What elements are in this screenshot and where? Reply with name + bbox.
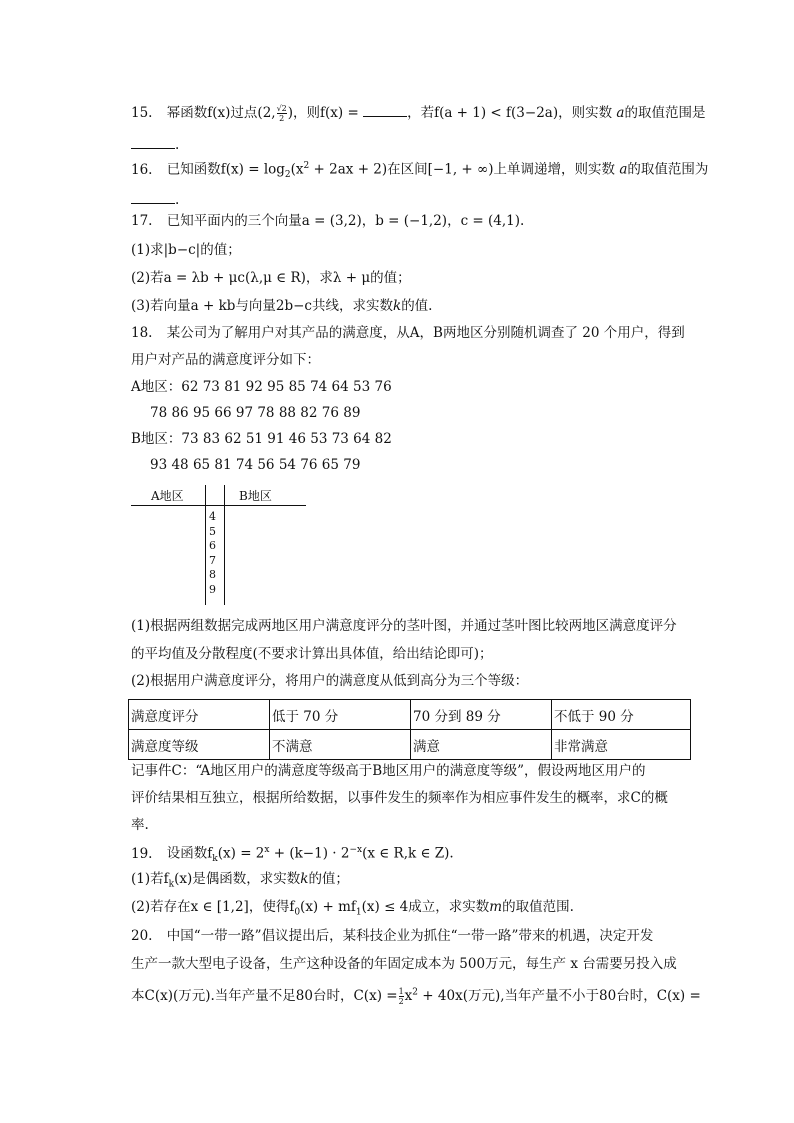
q15-var: a [616, 105, 625, 121]
q15-text-b: )，则f(x) = [287, 105, 359, 121]
q18-part2-line2: 记事件C：“A地区用户的满意度等级高于B地区用户的满意度等级”，假设两地区用户的 [131, 763, 646, 779]
q19-stem-a: 设函数f [166, 845, 213, 862]
q17-part3-b: 的值. [401, 298, 433, 314]
table-cell: 满意 [411, 730, 552, 760]
q18-a-row1 [131, 381, 392, 395]
q19-p1-a: (1)若f [131, 871, 169, 887]
table-cell: 满意度等级 [129, 730, 270, 760]
q16-text-d: 的取值范围为 [627, 161, 709, 178]
q19-part2 [131, 901, 574, 918]
q17-part3-a: (3)若向量a + kb与向量2b−c共线，求实数 [131, 298, 393, 314]
q15-frac-den: 2 [279, 114, 285, 123]
q15-text-d: 的取值范围是 [624, 105, 706, 121]
q20-frac-num: 1 [398, 987, 404, 996]
q17-part3 [131, 300, 432, 314]
stem-leaf-right-rule [224, 485, 225, 605]
q17-part1: (1)求|b−c|的值； [131, 242, 241, 258]
q16-line [131, 162, 708, 180]
q19-p1-sub: k [168, 879, 175, 890]
table-row [129, 700, 691, 730]
q16-var: a [619, 161, 628, 178]
q18-stem-2: 用户对产品的满意度评分如下： [131, 352, 320, 368]
q19-p1-var: k [300, 871, 309, 887]
q18-a-data-1: 62 73 81 92 95 85 74 64 53 76 [181, 379, 392, 395]
q16-line-2 [131, 191, 179, 208]
q19-stem-c: + (k−1) · 2 [269, 845, 350, 862]
q19-stem-sup2: −x [349, 845, 363, 855]
q20-line3-c: + 40x(万元),当年产量不小于80台时，C(x) = [418, 988, 701, 1004]
q19-stem [131, 846, 454, 864]
stem-value: 8 [209, 568, 216, 581]
q15-number: 15. [131, 105, 153, 121]
q16-end: . [175, 192, 180, 208]
q18-part2-line3: 评价结果相互独立，根据所给数据，以事件发生的频率作为相应事件发生的概率，求C的概 [131, 790, 668, 806]
q15-answer-blank-1 [363, 104, 407, 117]
q16-log-base: 2 [284, 170, 291, 181]
q18-stem-1 [131, 327, 685, 341]
q19-stem-d: (x ∈ R,k ∈ Z). [362, 845, 454, 862]
table-cell: 低于 70 分 [270, 700, 411, 730]
q17-stem [131, 215, 524, 229]
q19-stem-sup1: x [264, 845, 270, 855]
q19-p2-a: (2)若存在x ∈ [1,2]，使得f [131, 899, 295, 915]
stem-leaf-header-a: A地区 [151, 489, 184, 503]
q19-number: 19. [131, 845, 153, 862]
q20-fraction [399, 987, 404, 1006]
table-row [129, 730, 691, 760]
q20-line1-text: 中国“一带一路”倡议提出后，某科技企业为抓住“一带一路”带来的机遇，决定开发 [166, 928, 654, 944]
q18-part1-line1: (1)根据两组数据完成两地区用户满意度评分的茎叶图，并通过茎叶图比较两地区满意度评分 [131, 618, 677, 634]
stem-leaf-diagram [131, 485, 306, 605]
q19-stem-b: (x) = 2 [217, 845, 265, 862]
q15-text-c: ，若f(a + 1) < f(3−2a)，则实数 [407, 105, 613, 121]
q19-p2-b: (x) + mf [300, 899, 356, 915]
q17-stem-text: 已知平面内的三个向量a = (3,2)，b = (−1,2)，c = (4,1). [166, 213, 525, 229]
q19-p1-b: (x)是偶函数，求实数 [174, 871, 301, 887]
q15-text-a: 幂函数f(x)过点(2, [166, 105, 276, 121]
q19-p2-var: m [489, 899, 503, 915]
q15-answer-blank-2 [131, 136, 175, 149]
q15-frac-num: √2 [276, 104, 287, 113]
q15-end: . [175, 137, 180, 153]
q19-p2-d: 的取值范围. [502, 899, 574, 915]
q20-number: 20. [131, 928, 153, 944]
q15-line [131, 104, 705, 123]
stem-value: 9 [209, 582, 216, 596]
table-cell: 非常满意 [552, 730, 691, 760]
q17-part2: (2)若a = λb + μc(λ,μ ∈ R)，求λ + μ的值； [131, 270, 411, 286]
table-cell: 70 分到 89 分 [411, 700, 552, 730]
q15-line-2 [131, 136, 179, 153]
q20-line3-sup: 2 [412, 987, 419, 998]
q20-frac-den: 2 [398, 997, 404, 1006]
q19-part1 [131, 873, 349, 890]
q20-line1 [131, 930, 653, 944]
q16-text-a: 已知函数f(x) = log [166, 161, 285, 178]
q18-a-label: A地区： [131, 379, 182, 395]
q18-b-label: B地区： [131, 431, 182, 447]
q16-text-b: (x [290, 161, 304, 178]
table-cell: 不低于 90 分 [552, 700, 691, 730]
q18-part2-line4: 率. [131, 817, 149, 833]
q18-b-row1 [131, 433, 392, 447]
stem-leaf-header-rule [131, 505, 306, 506]
stem-column [209, 510, 223, 597]
q18-number: 18. [131, 325, 153, 341]
table-cell: 满意度评分 [129, 700, 270, 730]
q20-line3 [131, 987, 701, 1006]
q18-part2-line1: (2)根据用户满意度评分，将用户的满意度从低到高分为三个等级： [131, 673, 529, 689]
q15-fraction [277, 104, 287, 123]
q16-number: 16. [131, 161, 153, 178]
q18-part1-line2: 的平均值及分散程度(不要求计算出具体值，给出结论即可)； [131, 646, 493, 662]
stem-leaf-left-rule [205, 485, 206, 605]
q19-p2-sub1: 1 [355, 907, 362, 918]
q19-p2-sub0: 0 [294, 907, 301, 918]
q19-p1-c: 的值； [308, 871, 349, 887]
q18-a-data-2: 78 86 95 66 97 78 88 82 76 89 [150, 405, 361, 421]
satisfaction-grade-table [128, 699, 691, 760]
q20-line3-a: 本C(x)(万元).当年产量不足80台时，C(x) = [131, 988, 398, 1004]
stem-value: 6 [209, 539, 216, 552]
q18-b-data-1: 73 83 62 51 91 46 53 73 64 82 [181, 431, 392, 447]
q19-stem-sub: k [212, 854, 218, 865]
q19-p2-c: (x) ≤ 4成立，求实数 [361, 899, 490, 915]
q18-stem-text: 某公司为了解用户对其产品的满意度，从A，B两地区分别随机调查了 20 个用户，得到 [166, 325, 685, 341]
stem-value: 4 [209, 510, 216, 523]
table-cell: 不满意 [270, 730, 411, 760]
q17-number: 17. [131, 213, 153, 229]
stem-leaf-header-b: B地区 [239, 489, 272, 503]
q17-part3-var: k [393, 298, 402, 314]
q16-exponent: 2 [303, 161, 310, 171]
stem-value: 7 [209, 553, 216, 567]
q20-line3-b: x [404, 988, 413, 1004]
q18-b-data-2: 93 48 65 81 74 56 54 76 65 79 [150, 457, 361, 473]
q16-text-c: + 2ax + 2)在区间[−1, + ∞)上单调递增，则实数 [309, 161, 616, 178]
q16-answer-blank [131, 191, 175, 204]
stem-value: 5 [209, 524, 216, 538]
q20-line2: 生产一款大型电子设备，生产这种设备的年固定成本为 500万元，每生产 x 台需要另投入成 [131, 956, 677, 972]
